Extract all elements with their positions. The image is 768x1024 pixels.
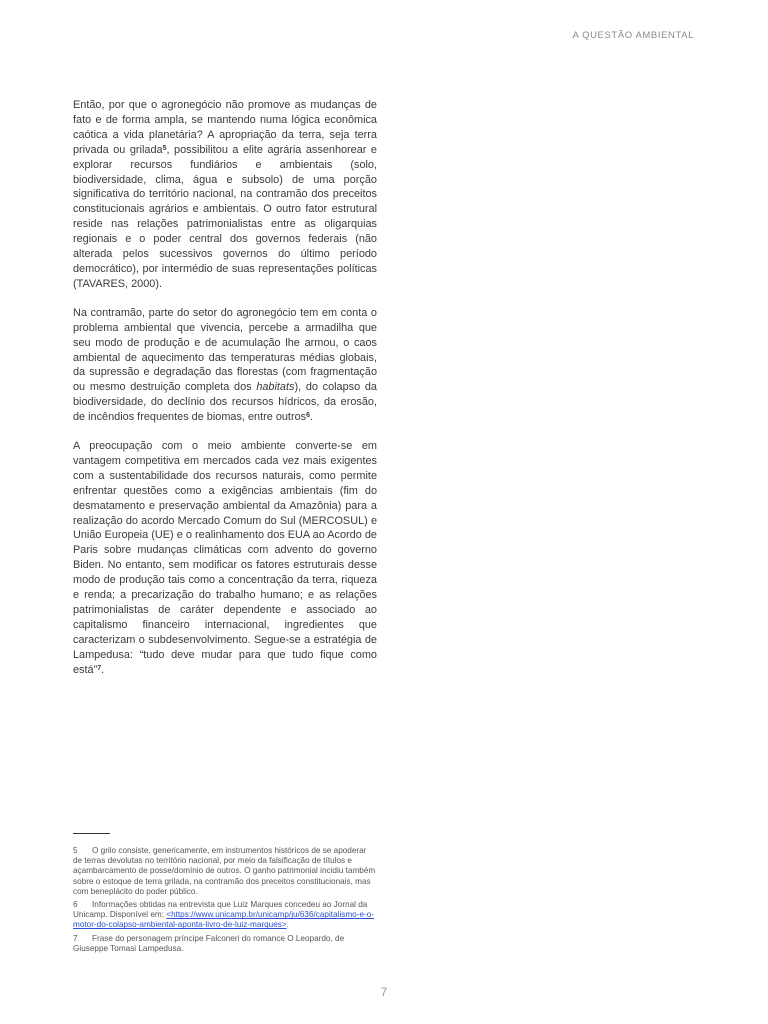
body-text <box>73 98 377 692</box>
footnote-end: . <box>286 920 289 930</box>
page-number: 7 <box>380 985 388 999</box>
footnote-divider <box>73 833 110 834</box>
paragraph-2-text-c: . <box>310 411 314 424</box>
footnote-ref-5[interactable]: 5 <box>162 144 167 152</box>
paragraph-2-text-a: Na contramão, parte do setor do agronegócio tem em conta o problema ambiental que vivencia, percebe a armadilha que seu modo de produção e de acumulação lhe armou, o caos ambiental de aquecimento das temperaturas médias globais, da supressão e degradação das florestas (com fragmentação ou mesmo destruição completa dos <box>73 306 377 394</box>
footnote-number: 6 <box>73 900 78 910</box>
footnote-7 <box>73 934 377 954</box>
paragraph-2 <box>73 306 377 425</box>
running-head: A QUESTÃO AMBIENTAL <box>572 30 694 41</box>
footnote-5 <box>73 846 377 897</box>
footnote-ref-6[interactable]: 6 <box>306 412 310 420</box>
footnote-text: Informações obtidas na entrevista que Luiz Marques concedeu ao Jornal da Unicamp. Disponível em: <box>73 900 368 920</box>
paragraph-1-text-b: , possibilitou a elite agrária assenhorear e explorar recursos fundiários e ambientais (solo, biodiversidade, clima, água e subsolo) de uma porção significativa do território nacional, na contramão dos preceitos constitucionais agrários e ambientais. O outro fator estrutural reside nas relações patrimonialistas entre as oligarquias regionais e o poder central dos governos federais (não alterada pelos sucessivos governos do último período democrático), por intermédio de suas representações políticas (TAVARES, 2000). <box>73 143 377 290</box>
footnotes <box>73 846 377 957</box>
paragraph-3-text-b: . <box>101 663 105 676</box>
footnote-number: 7 <box>73 933 78 943</box>
footnote-text: Frase do personagem príncipe Falconeri do romance O Leopardo, de Giuseppe Tomasi Lampedusa. <box>73 933 345 953</box>
paragraph-3 <box>73 439 377 678</box>
footnote-ref-7[interactable]: 7 <box>97 664 102 672</box>
footnote-text: O grilo consiste, genericamente, em instrumentos históricos de se apoderar de terras devolutas no território nacional, por meio da falsificação de títulos e açambarcamento de posse/domínio de outros. O ganho patrimonial incidiu também sobre o estoque de terra grilada, na contramão dos preceitos constitucionais, mas com beneplácito do poder público. <box>73 846 376 896</box>
paragraph-1 <box>73 98 377 292</box>
footnote-number: 5 <box>73 846 78 855</box>
paragraph-2-italic: habitats <box>256 381 295 394</box>
footnote-6 <box>73 900 377 931</box>
unicamp-link[interactable]: <https://www.unicamp.br/unicamp/ju/636/capitalismo-e-o-motor-do-colapso-ambiental-aponta-livro-de-luiz-marques> <box>73 910 375 930</box>
paragraph-3-text-a: A preocupação com o meio ambiente converte-se em vantagem competitiva em mercados cada vez mais exigentes com a sustentabilidade dos recursos naturais, como permite enfrentar questões como a exigências ambientais (fim do desmatamento e preservação ambiental da Amazônia) para a realização do acordo Mercado Comum do Sul (MERCOSUL) e União Europeia (UE) e o realinhamento dos EUA ao Acordo de Paris sobre mudanças climáticas com advento do governo Biden. No entanto, sem modificar os fatores estruturais desse modo de produção tais como a concentração da terra, riqueza e renda; a precarização do trabalho humano; e as relações patrimonialistas de caráter dependente e associado ao capitalismo financeiro internacional, ingredientes que caracterizam o subdesenvolvimento. Segue-se a estratégia de Lampedusa: “tudo deve mudar para que tudo fique como está” <box>73 440 377 676</box>
paragraph-2-text-b: ), do colapso da biodiversidade, do declínio dos recursos hídricos, da erosão, de incêndios frequentes de biomas, entre outros <box>73 381 377 424</box>
paragraph-1-text-a: Então, por que o agronegócio não promove as mudanças de fato e de forma ampla, se mantendo numa lógica econômica caótica a vida planetária? A apropriação da terra, seja terra privada ou grilada <box>73 99 377 156</box>
